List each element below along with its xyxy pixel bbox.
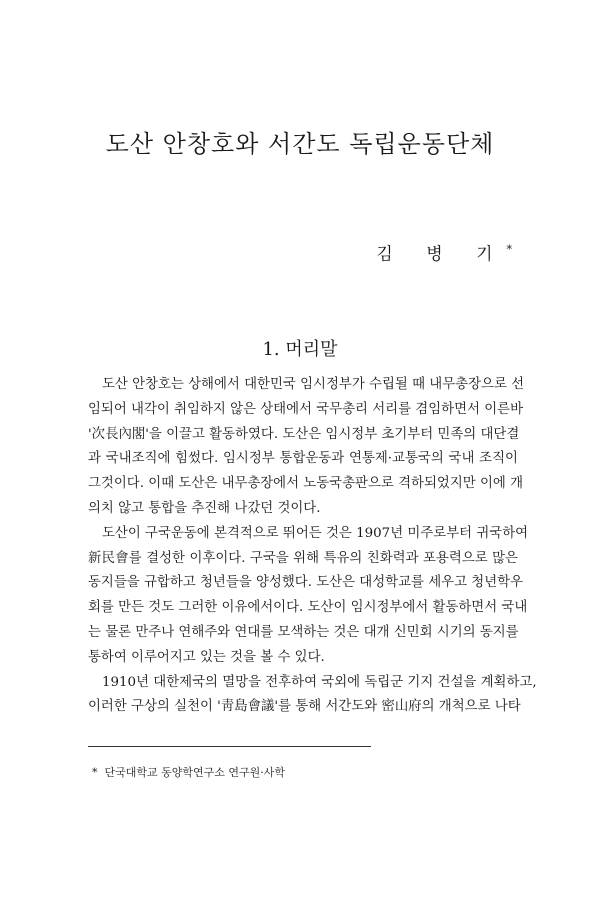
author-name: 김 병 기 xyxy=(376,244,507,265)
section-heading: 1. 머리말 xyxy=(262,339,338,360)
body-line: 통하여 이루어지고 있는 것을 볼 수 있다. xyxy=(88,649,325,665)
body-line: 는 물론 만주나 연해주와 연대를 모색하는 것은 대개 신민회 시기의 동지를 xyxy=(88,624,519,640)
footnote xyxy=(92,764,285,782)
body-line: 과 국내조직에 힘썼다. 임시정부 통합운동과 연통제·교통국의 국내 조직이 xyxy=(88,451,518,467)
footnote-divider xyxy=(88,746,371,747)
body-line: 의치 않고 통합을 추진해 나갔던 것이다. xyxy=(88,500,321,516)
body-line: 1910년 대한제국의 멸망을 전후하여 국외에 독립군 기지 건설을 계획하고, xyxy=(102,674,537,690)
body-line: 동지들을 규합하고 청년들을 양성했다. 도산은 대성학교를 세우고 청년학우 xyxy=(88,575,524,591)
body-line: 임되어 내각이 취임하지 않은 상태에서 국무총리 서리를 겸임하면서 이른바 xyxy=(88,401,524,417)
body-line: 도산이 구국운동에 본격적으로 뛰어든 것은 1907년 미주로부터 귀국하여 xyxy=(102,525,529,541)
body-line: 그것이다. 이때 도산은 내무총장에서 노동국총판으로 격하되었지만 이에 개 xyxy=(88,476,524,492)
body-line: 이러한 구상의 실천이 '靑島會議'를 통해 서간도와 密山府의 개척으로 나타 xyxy=(88,699,521,715)
footnote-text: 단국대학교 동양학연구소 연구원·사학 xyxy=(104,766,286,779)
article-body xyxy=(88,373,537,720)
author-byline xyxy=(376,238,512,267)
body-line: 도산 안창호는 상해에서 대한민국 임시정부가 수립될 때 내무총장으로 선 xyxy=(102,377,525,392)
author-footnote-mark: * xyxy=(506,243,512,256)
body-line: '次長內閣'을 이끌고 활동하였다. 도산은 임시정부 초기부터 민족의 대단결 xyxy=(88,426,520,442)
footnote-mark: * xyxy=(92,766,98,779)
body-line: 新民會를 결성한 이후이다. 구국을 위해 특유의 친화력과 포용력으로 많은 xyxy=(88,550,518,566)
article-title: 도산 안창호와 서간도 독립운동단체 xyxy=(105,130,495,158)
body-line: 회를 만든 것도 그러한 이유에서이다. 도산이 임시정부에서 활동하면서 국내 xyxy=(88,600,528,616)
